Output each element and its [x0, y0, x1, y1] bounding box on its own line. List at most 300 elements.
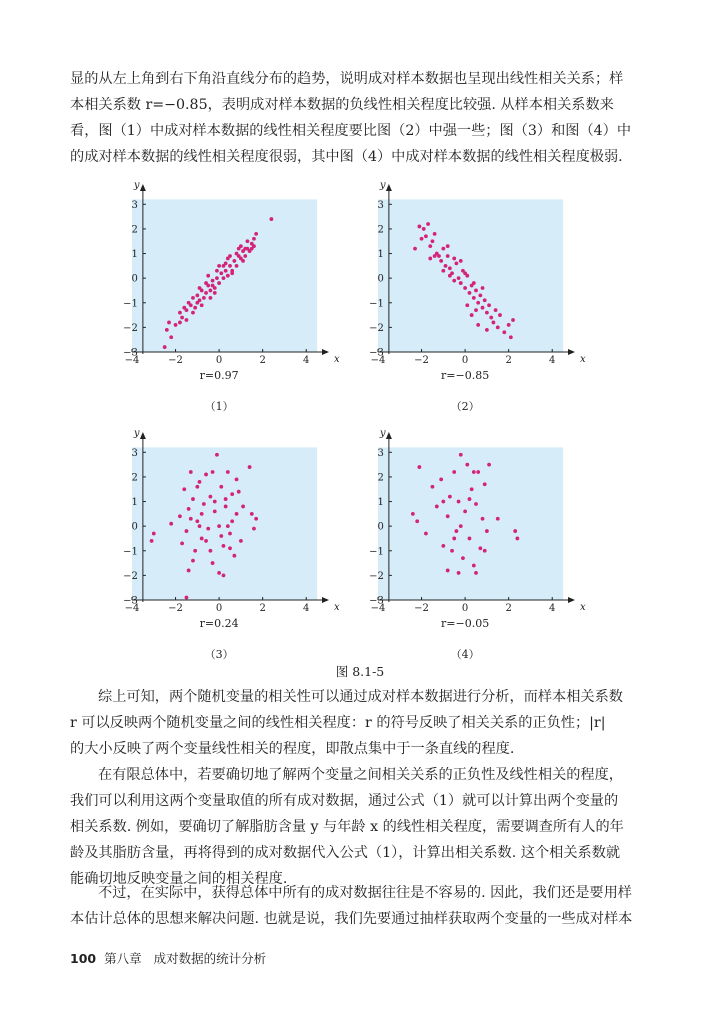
figure-caption: 图 8.1-5 — [335, 664, 385, 679]
scatter-point — [235, 477, 239, 481]
scatter-point — [150, 539, 154, 543]
chapter-label: 第八章 — [104, 951, 142, 966]
scatter-point — [250, 512, 254, 516]
correlation-label: r=0.97 — [199, 369, 239, 382]
scatter-point — [494, 308, 498, 312]
scatter-point — [219, 485, 223, 489]
scatter-point — [474, 502, 478, 506]
scatter-point — [511, 318, 515, 322]
scatter-point — [492, 321, 496, 325]
y-tick-label: −3 — [123, 347, 138, 359]
x-axis-label: x — [334, 602, 340, 613]
x-axis-arrow — [322, 349, 329, 355]
scatter-point — [448, 274, 452, 278]
text-line: 看，图（1）中成对样本数据的线性相关程度要比图（2）中强一些；图（3）和图（4）中 — [70, 123, 632, 139]
scatter-point — [222, 276, 226, 280]
scatter-point — [187, 569, 191, 573]
y-tick-label: −3 — [123, 595, 138, 607]
scatter-point — [185, 318, 189, 322]
scatter-point — [209, 495, 213, 499]
scatter-point — [215, 269, 219, 273]
scatter-point — [431, 485, 435, 489]
scatter-svg — [346, 178, 596, 413]
scatter-point — [476, 323, 480, 327]
scatter-point — [459, 453, 463, 457]
scatter-point — [237, 247, 241, 251]
scatter-point — [459, 524, 463, 528]
plot-background — [132, 447, 317, 600]
scatter-point — [211, 279, 215, 283]
plot-background — [378, 199, 563, 352]
scatter-point — [509, 335, 513, 339]
scatter-point — [174, 323, 178, 327]
text-line: 本估计总体的思想来解决问题. 也就是说，我们先要通过抽样获取两个变量的一些成对样本 — [70, 911, 633, 927]
y-tick-label: 3 — [377, 199, 384, 211]
y-tick-label: −1 — [123, 298, 138, 310]
scatter-point — [195, 519, 199, 523]
scatter-plot-1 — [100, 178, 350, 413]
scatter-point — [411, 512, 415, 516]
scatter-point — [417, 225, 421, 229]
scatter-point — [470, 313, 474, 317]
x-axis-label: x — [334, 354, 340, 365]
scatter-point — [448, 495, 452, 499]
scatter-point — [252, 237, 256, 241]
scatter-point — [426, 222, 430, 226]
scatter-point — [209, 549, 213, 553]
scatter-point — [507, 323, 511, 327]
scatter-point — [185, 308, 189, 312]
scatter-point — [452, 257, 456, 261]
scatter-point — [459, 281, 463, 285]
x-tick-label: 0 — [461, 355, 469, 366]
text-line: 显的从左上角到右下角沿直线分布的趋势，说明成对样本数据也呈现出线性相关关系；样 — [70, 71, 624, 87]
y-axis-label: y — [133, 428, 140, 439]
scatter-point — [474, 308, 478, 312]
x-tick-label: 2 — [259, 603, 266, 614]
text-line: r 可以反映两个随机变量之间的线性相关程度：r 的符号反映了相关关系的正负性；|r| — [70, 715, 606, 731]
scatter-point — [224, 269, 228, 273]
scatter-point — [420, 237, 424, 241]
y-axis-arrow — [386, 432, 392, 439]
scatter-point — [222, 573, 226, 577]
scatter-point — [476, 301, 480, 305]
scatter-point — [431, 239, 435, 243]
y-tick-label: −2 — [123, 322, 138, 334]
y-tick-label: 1 — [377, 249, 384, 261]
scatter-point — [200, 512, 204, 516]
scatter-point — [441, 247, 445, 251]
x-tick-label: −4 — [370, 355, 386, 366]
scatter-point — [191, 296, 195, 300]
scatter-point — [213, 509, 217, 513]
scatter-point — [481, 517, 485, 521]
scatter-point — [472, 296, 476, 300]
scatter-point — [241, 505, 245, 509]
page-number: 100 — [70, 951, 97, 966]
x-tick-label: 4 — [303, 355, 310, 366]
scatter-point — [254, 517, 258, 521]
scatter-point — [489, 316, 493, 320]
scatter-point — [219, 534, 223, 538]
scatter-point — [169, 335, 173, 339]
scatter-point — [472, 281, 476, 285]
scatter-point — [446, 244, 450, 248]
scatter-point — [444, 264, 448, 268]
scatter-point — [226, 274, 230, 278]
y-tick-label: 3 — [377, 447, 384, 459]
scatter-point — [163, 345, 167, 349]
text-line: 我们可以利用这两个变量取值的所有成对数据，通过公式（1）就可以计算出两个变量的 — [70, 793, 619, 809]
scatter-point — [246, 239, 250, 243]
scatter-point — [198, 480, 202, 484]
scatter-point — [202, 502, 206, 506]
scatter-point — [235, 512, 239, 516]
y-tick-label: −3 — [369, 347, 384, 359]
scatter-point — [468, 537, 472, 541]
y-tick-label: 3 — [131, 447, 138, 459]
scatter-point — [204, 281, 208, 285]
scatter-point — [428, 257, 432, 261]
panel-label: （4） — [450, 648, 480, 661]
x-tick-label: 4 — [303, 603, 310, 614]
scatter-point — [483, 298, 487, 302]
scatter-point — [485, 529, 489, 533]
scatter-point — [252, 527, 256, 531]
chapter-title: 成对数据的统计分析 — [153, 951, 267, 966]
y-tick-label: −2 — [369, 570, 384, 582]
x-axis-label: x — [580, 602, 586, 613]
scatter-point — [215, 276, 219, 280]
scatter-point — [439, 259, 443, 263]
x-tick-label: −4 — [124, 355, 140, 366]
y-axis-label: y — [133, 180, 140, 191]
scatter-point — [478, 293, 482, 297]
scatter-point — [483, 549, 487, 553]
scatter-point — [457, 500, 461, 504]
scatter-point — [191, 559, 195, 563]
y-tick-label: 2 — [131, 224, 138, 236]
scatter-point — [206, 527, 210, 531]
scatter-point — [167, 321, 171, 325]
scatter-point — [202, 296, 206, 300]
scatter-point — [457, 571, 461, 575]
scatter-point — [206, 274, 210, 278]
scatter-point — [459, 259, 463, 263]
x-axis-label: x — [580, 354, 586, 365]
scatter-point — [198, 286, 202, 290]
paragraph-3 — [70, 762, 648, 892]
scatter-point — [178, 311, 182, 315]
scatter-point — [226, 470, 230, 474]
scatter-point — [498, 313, 502, 317]
scatter-point — [211, 561, 215, 565]
scatter-point — [209, 296, 213, 300]
scatter-point — [424, 234, 428, 238]
panel-label: （2） — [450, 400, 480, 413]
y-tick-label: −1 — [123, 546, 138, 558]
scatter-plot-2 — [346, 178, 596, 413]
x-tick-label: 4 — [549, 355, 556, 366]
scatter-point — [461, 556, 465, 560]
scatter-point — [455, 529, 459, 533]
scatter-point — [422, 227, 426, 231]
scatter-svg — [346, 426, 596, 661]
scatter-point — [189, 470, 193, 474]
scatter-point — [452, 537, 456, 541]
scatter-point — [439, 477, 443, 481]
scatter-point — [250, 247, 254, 251]
y-tick-label: 2 — [131, 472, 138, 484]
x-tick-label: 2 — [505, 355, 512, 366]
text-line: 相关系数. 例如，要确切了解脂肪含量 y 与年龄 x 的线性相关程度，需要调查所有人的年 — [70, 819, 624, 835]
scatter-point — [485, 311, 489, 315]
scatter-point — [230, 492, 234, 496]
scatter-point — [230, 519, 234, 523]
scatter-point — [472, 564, 476, 568]
panel-label: （3） — [204, 648, 234, 661]
scatter-point — [441, 500, 445, 504]
scatter-point — [441, 269, 445, 273]
scatter-point — [180, 541, 184, 545]
x-tick-label: −2 — [168, 355, 183, 366]
scatter-point — [496, 517, 500, 521]
y-axis-label: y — [379, 428, 386, 439]
scatter-point — [424, 532, 428, 536]
scatter-point — [428, 244, 432, 248]
scatter-point — [187, 507, 191, 511]
scatter-point — [215, 453, 219, 457]
y-tick-label: 3 — [131, 199, 138, 211]
y-tick-label: 2 — [377, 224, 384, 236]
y-tick-label: 0 — [131, 521, 138, 533]
scatter-point — [178, 514, 182, 518]
plot-background — [378, 447, 563, 600]
scatter-point — [433, 232, 437, 236]
x-tick-label: −2 — [168, 603, 183, 614]
scatter-point — [178, 321, 182, 325]
scatter-point — [217, 264, 221, 268]
text-line: 在有限总体中，若要确切地了解两个变量之间相关关系的正负性及线性相关的程度， — [98, 767, 623, 783]
scatter-point — [152, 532, 156, 536]
scatter-point — [248, 465, 252, 469]
x-tick-label: −4 — [124, 603, 140, 614]
scatter-point — [433, 254, 437, 258]
y-tick-label: 1 — [377, 497, 384, 509]
scatter-point — [269, 217, 273, 221]
text-line: 本相关系数 r=−0.85，表明成对样本数据的负线性相关程度比较强. 从样本相关系数来 — [70, 97, 614, 113]
scatter-point — [213, 291, 217, 295]
paragraph-1 — [70, 66, 648, 170]
scatter-point — [232, 259, 236, 263]
scatter-point — [472, 470, 476, 474]
paragraph-2 — [70, 684, 648, 762]
scatter-point — [446, 254, 450, 258]
scatter-plot-4 — [346, 426, 596, 661]
scatter-point — [232, 554, 236, 558]
scatter-point — [463, 509, 467, 513]
scatter-point — [217, 571, 221, 575]
scatter-point — [200, 537, 204, 541]
scatter-point — [191, 311, 195, 315]
scatter-svg — [100, 426, 350, 661]
scatter-point — [465, 303, 469, 307]
paragraph-4 — [70, 880, 648, 932]
scatter-point — [481, 286, 485, 290]
scatter-point — [191, 497, 195, 501]
x-tick-label: 0 — [461, 603, 469, 614]
scatter-point — [502, 330, 506, 334]
scatter-point — [237, 490, 241, 494]
scatter-point — [476, 470, 480, 474]
y-tick-label: 0 — [377, 521, 384, 533]
x-axis-arrow — [322, 597, 329, 603]
y-tick-label: 0 — [131, 273, 138, 285]
scatter-point — [435, 505, 439, 509]
x-axis-arrow — [568, 597, 575, 603]
scatter-point — [226, 257, 230, 261]
scatter-point — [474, 571, 478, 575]
scatter-point — [483, 482, 487, 486]
x-tick-label: −2 — [414, 355, 429, 366]
text-line: 不过，在实际中，获得总体中所有的成对数据往往是不容易的. 因此，我们还是要用样 — [98, 885, 632, 901]
scatter-point — [204, 473, 208, 477]
scatter-point — [446, 514, 450, 518]
scatter-svg — [100, 178, 350, 413]
y-axis-arrow — [140, 184, 146, 191]
scatter-point — [437, 254, 441, 258]
y-tick-label: 1 — [131, 497, 138, 509]
text-line: 龄及其脂肪含量，再将得到的成对数据代入公式（1），计算出相关系数. 这个相关系数就 — [70, 845, 621, 861]
scatter-point — [189, 517, 193, 521]
scatter-point — [417, 465, 421, 469]
scatter-point — [211, 284, 215, 288]
x-tick-label: 2 — [259, 355, 266, 366]
text-line: 能确切地反映变量之间的相关程度. — [70, 871, 288, 887]
scatter-point — [478, 546, 482, 550]
scatter-point — [465, 463, 469, 467]
scatter-point — [254, 232, 258, 236]
scatter-point — [474, 289, 478, 293]
scatter-point — [193, 306, 197, 310]
scatter-point — [195, 293, 199, 297]
scatter-point — [165, 328, 169, 332]
page-footer — [70, 949, 266, 967]
y-tick-label: −2 — [123, 570, 138, 582]
scatter-point — [193, 549, 197, 553]
y-axis-arrow — [140, 432, 146, 439]
scatter-point — [209, 289, 213, 293]
y-tick-label: 0 — [377, 273, 384, 285]
scatter-point — [441, 544, 445, 548]
scatter-point — [455, 261, 459, 265]
scatter-point — [169, 522, 173, 526]
scatter-point — [470, 487, 474, 491]
scatter-point — [230, 271, 234, 275]
scatter-point — [243, 254, 247, 258]
scatter-point — [463, 271, 467, 275]
y-axis-label: y — [379, 180, 386, 191]
scatter-point — [496, 325, 500, 329]
scatter-point — [211, 470, 215, 474]
scatter-point — [204, 539, 208, 543]
y-tick-label: 2 — [377, 472, 384, 484]
scatter-point — [213, 500, 217, 504]
y-tick-label: 1 — [131, 249, 138, 261]
scatter-point — [468, 291, 472, 295]
scatter-point — [485, 328, 489, 332]
scatter-point — [457, 276, 461, 280]
scatter-point — [180, 316, 184, 320]
scatter-point — [235, 252, 239, 256]
text-line: 的成对样本数据的线性相关程度很弱，其中图（4）中成对样本数据的线性相关程度极弱. — [70, 149, 623, 165]
scatter-plot-3 — [100, 426, 350, 661]
scatter-point — [513, 529, 517, 533]
scatter-point — [243, 247, 247, 251]
scatter-point — [241, 259, 245, 263]
scatter-point — [228, 264, 232, 268]
x-tick-label: 0 — [215, 603, 223, 614]
scatter-point — [239, 539, 243, 543]
text-line: 综上可知，两个随机变量的相关性可以通过成对样本数据进行分析，而样本相关系数 — [98, 689, 623, 705]
scatter-point — [185, 596, 189, 600]
correlation-label: r=0.24 — [199, 617, 239, 630]
scatter-point — [228, 546, 232, 550]
x-tick-label: −4 — [370, 603, 386, 614]
scatter-point — [515, 537, 519, 541]
scatter-point — [200, 303, 204, 307]
scatter-point — [235, 264, 239, 268]
scatter-point — [452, 279, 456, 283]
x-tick-label: 4 — [549, 603, 556, 614]
y-tick-label: −1 — [369, 298, 384, 310]
y-axis-arrow — [386, 184, 392, 191]
y-tick-label: −1 — [369, 546, 384, 558]
scatter-point — [182, 487, 186, 491]
scatter-point — [189, 303, 193, 307]
scatter-point — [195, 301, 199, 305]
scatter-point — [228, 532, 232, 536]
scatter-point — [224, 505, 228, 509]
scatter-point — [195, 485, 199, 489]
scatter-point — [446, 569, 450, 573]
y-tick-label: −2 — [369, 322, 384, 334]
scatter-point — [413, 247, 417, 251]
x-axis-arrow — [568, 349, 575, 355]
correlation-label: r=−0.85 — [441, 369, 490, 382]
scatter-point — [415, 519, 419, 523]
scatter-point — [224, 497, 228, 501]
scatter-point — [222, 264, 226, 268]
y-tick-label: −3 — [369, 595, 384, 607]
scatter-point — [185, 529, 189, 533]
scatter-point — [217, 524, 221, 528]
scatter-point — [452, 470, 456, 474]
scatter-point — [217, 281, 221, 285]
scatter-point — [448, 266, 452, 270]
scatter-point — [487, 303, 491, 307]
correlation-label: r=−0.05 — [441, 617, 490, 630]
scatter-point — [481, 306, 485, 310]
plot-background — [132, 199, 317, 352]
x-tick-label: −2 — [414, 603, 429, 614]
scatter-point — [219, 271, 223, 275]
scatter-point — [463, 286, 467, 290]
panel-label: （1） — [204, 400, 234, 413]
scatter-point — [487, 463, 491, 467]
scatter-point — [226, 524, 230, 528]
scatter-point — [204, 291, 208, 295]
